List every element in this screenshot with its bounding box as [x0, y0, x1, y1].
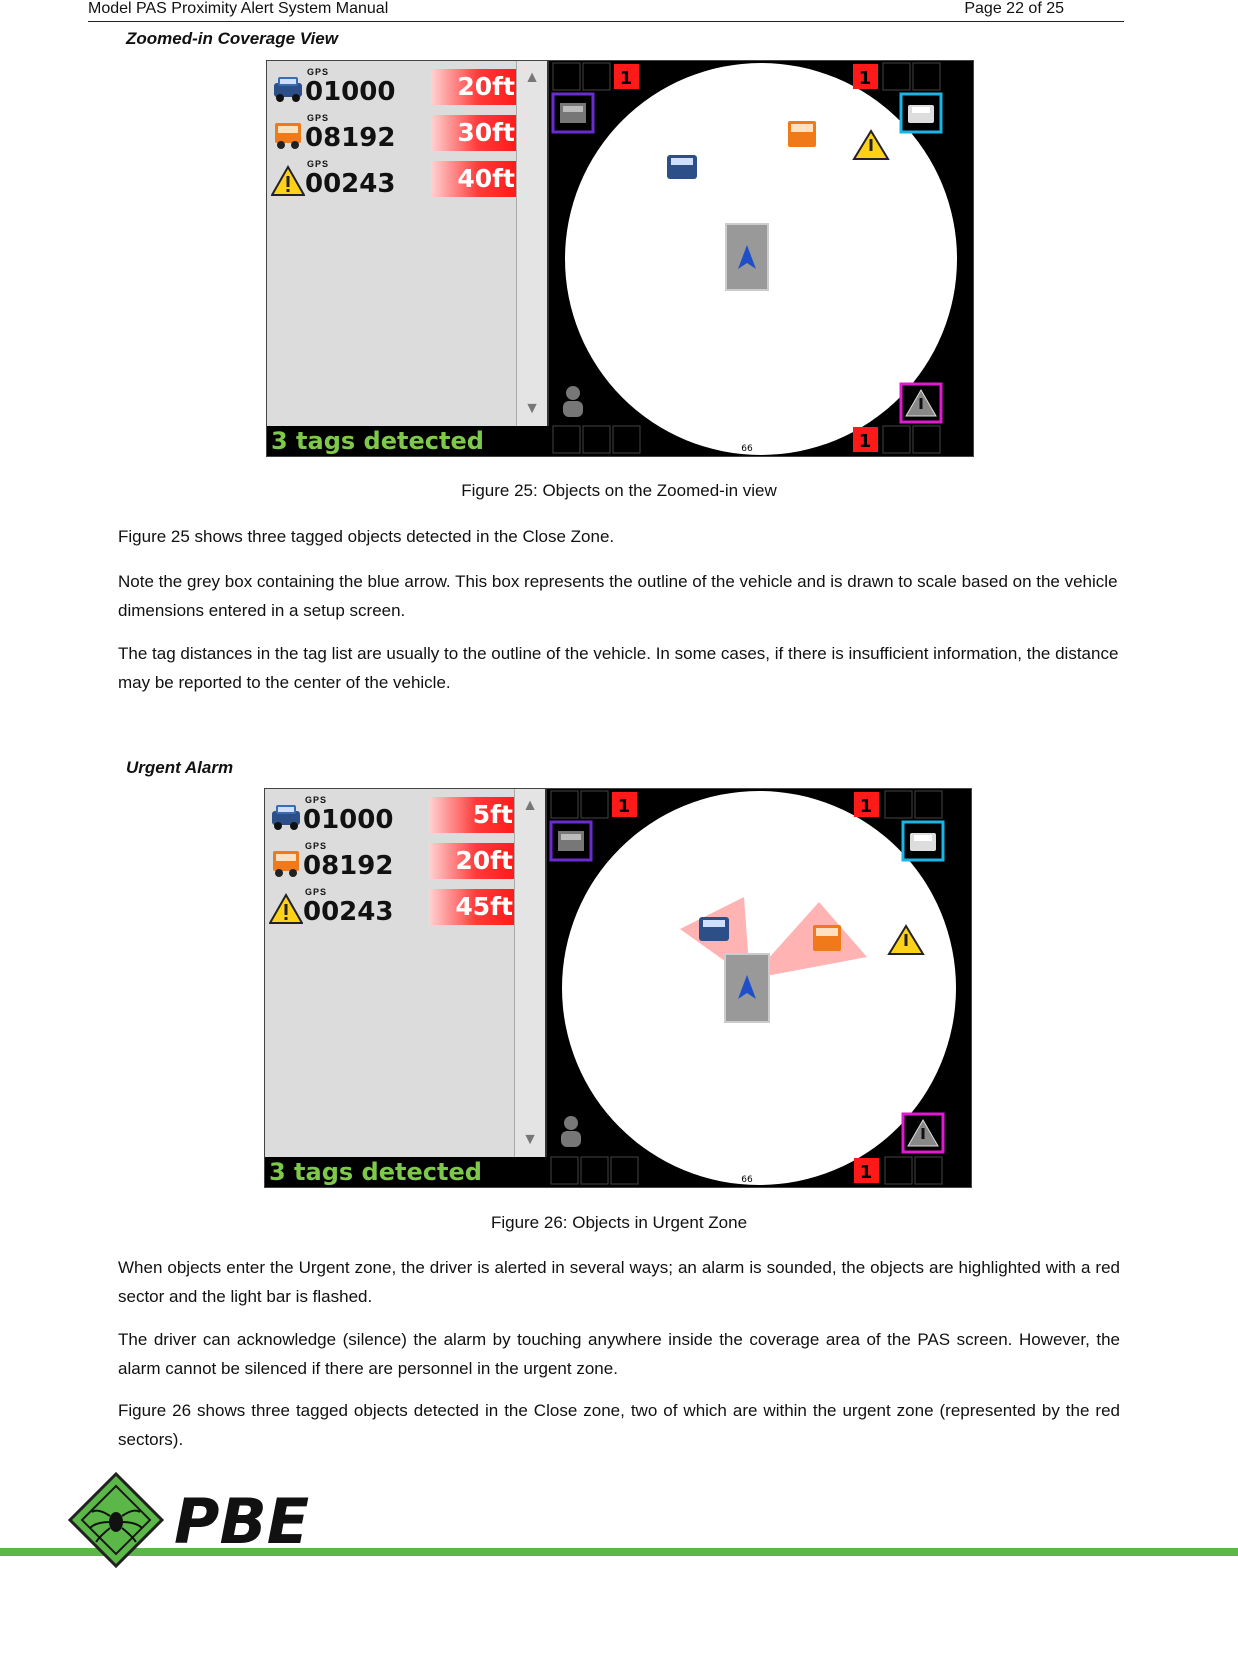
- figure-caption: Figure 26: Objects in Urgent Zone: [490, 1213, 748, 1232]
- tag-id: 08192: [305, 123, 396, 153]
- tag-list-panel[interactable]: [265, 789, 547, 1157]
- tiny-label: 66: [741, 444, 753, 454]
- tag-list-scrollbar[interactable]: [514, 789, 545, 1157]
- tags-detected-status: 3 tags detected: [265, 1157, 547, 1187]
- light-bar-cell: [583, 63, 610, 90]
- coverage-area[interactable]: [549, 61, 973, 456]
- light-bar-cell: [885, 791, 912, 818]
- pbe-logo: [68, 1472, 348, 1568]
- page-header: [88, 0, 1124, 22]
- paragraph: The tag distances in the tag list are usually to the outline of the vehicle. In some cases, if there is insufficient information, the distance may be reported to the center of the vehicle.: [118, 644, 1119, 692]
- light-bar-cell: [913, 63, 940, 90]
- personnel-icon: [563, 386, 583, 417]
- light-bar-cell: [885, 1157, 912, 1184]
- personnel-icon: [561, 1116, 581, 1147]
- section-heading-urgent: Urgent Alarm: [126, 758, 234, 777]
- light-bar-cell: [581, 1157, 608, 1184]
- gps-label: GPS: [305, 887, 328, 897]
- warning-icon: [271, 165, 305, 197]
- scroll-up-icon[interactable]: ▲: [522, 797, 538, 814]
- figure-caption: Figure 25: Objects on the Zoomed-in view: [461, 481, 777, 500]
- blue-vehicle-marker: [667, 155, 697, 179]
- section-heading-zoomed: Zoomed-in Coverage View: [126, 29, 338, 48]
- paragraph: The driver can acknowledge (silence) the alarm by touching anywhere inside the coverage area of the PAS screen. However, the alarm cannot be silenced if there are personnel in the urgent zone.: [118, 1330, 1120, 1378]
- tag-list-scrollbar[interactable]: [516, 61, 547, 426]
- tag-list-panel[interactable]: [267, 61, 549, 426]
- pas-screen-zoomed[interactable]: [266, 60, 974, 457]
- light-bar-cell: [611, 1157, 638, 1184]
- orange-truck-icon: [269, 847, 303, 879]
- light-bar-cell: [883, 426, 910, 453]
- scroll-down-icon[interactable]: ▼: [524, 400, 540, 417]
- tag-row[interactable]: [267, 157, 517, 201]
- light-bar-cell: [553, 426, 580, 453]
- tag-distance: 20ft: [431, 69, 517, 105]
- tag-distance: 40ft: [431, 161, 517, 197]
- coverage-area[interactable]: [547, 789, 971, 1187]
- tag-distance: 30ft: [431, 115, 517, 151]
- purple-truck-marker: [551, 822, 591, 860]
- light-bar-cell: [613, 426, 640, 453]
- tag-row[interactable]: [265, 839, 515, 883]
- magenta-warning-marker: [901, 384, 941, 422]
- tag-row[interactable]: [267, 111, 517, 155]
- paragraph: Note the grey box containing the blue arrow. This box represents the outline of the vehicle and is drawn to scale based on the vehicle dimensions entered in a setup screen.: [118, 572, 1118, 620]
- tag-distance: 45ft: [429, 889, 515, 925]
- light-bar-cell: [915, 791, 942, 818]
- light-bar-cell: [553, 63, 580, 90]
- warning-icon: [269, 893, 303, 925]
- orange-truck-marker: [788, 121, 816, 147]
- light-bar-cell: [551, 1157, 578, 1184]
- orange-truck-icon: [271, 119, 305, 151]
- tag-id: 00243: [303, 897, 394, 927]
- logo-text: PBE: [174, 1485, 310, 1558]
- purple-truck-marker: [553, 94, 593, 132]
- cyan-vehicle-marker: [901, 94, 941, 132]
- tag-id: 01000: [303, 805, 394, 835]
- tag-row[interactable]: [267, 65, 517, 109]
- gps-label: GPS: [305, 795, 328, 805]
- document-title: Model PAS Proximity Alert System Manual: [88, 0, 389, 17]
- tag-id: 08192: [303, 851, 394, 881]
- orange-truck-marker: [813, 925, 841, 951]
- blue-vehicle-icon: [269, 801, 303, 833]
- light-bar-cell: [883, 63, 910, 90]
- counter-text: 1: [858, 68, 872, 89]
- scroll-down-icon[interactable]: ▼: [522, 1131, 538, 1148]
- counter-text: 1: [619, 68, 633, 89]
- light-bar-cell: [915, 1157, 942, 1184]
- tag-row[interactable]: [265, 793, 515, 837]
- light-bar-cell: [551, 791, 578, 818]
- gps-label: GPS: [307, 67, 330, 77]
- tag-id: 00243: [305, 169, 396, 199]
- cyan-vehicle-marker: [903, 822, 943, 860]
- page-number: Page 22 of 25: [964, 0, 1064, 17]
- light-bar-cell: [583, 426, 610, 453]
- tag-distance: 5ft: [429, 797, 515, 833]
- scroll-up-icon[interactable]: ▲: [524, 69, 540, 86]
- light-bar-cell: [913, 426, 940, 453]
- gps-label: GPS: [307, 159, 330, 169]
- tags-detected-status: 3 tags detected: [267, 426, 549, 456]
- tiny-label: 66: [741, 1175, 753, 1185]
- gps-label: GPS: [307, 113, 330, 123]
- counter-text: 1: [859, 1162, 873, 1183]
- tag-id: 01000: [305, 77, 396, 107]
- paragraph: Figure 25 shows three tagged objects detected in the Close Zone.: [118, 527, 615, 546]
- magenta-warning-marker: [903, 1114, 943, 1152]
- tag-distance: 20ft: [429, 843, 515, 879]
- counter-text: 1: [859, 796, 873, 817]
- blue-vehicle-icon: [271, 73, 305, 105]
- gps-label: GPS: [305, 841, 328, 851]
- paragraph: Figure 26 shows three tagged objects detected in the Close zone, two of which are within the urgent zone (represented by the red sectors).: [118, 1401, 1120, 1449]
- pas-screen-urgent[interactable]: [264, 788, 972, 1188]
- counter-text: 1: [617, 796, 631, 817]
- light-bar-cell: [581, 791, 608, 818]
- blue-vehicle-marker: [699, 917, 729, 941]
- tag-row[interactable]: [265, 885, 515, 929]
- counter-text: 1: [858, 431, 872, 452]
- paragraph: When objects enter the Urgent zone, the driver is alerted in several ways; an alarm is sounded, the objects are highlighted with a red sector and the light bar is flashed.: [118, 1258, 1120, 1306]
